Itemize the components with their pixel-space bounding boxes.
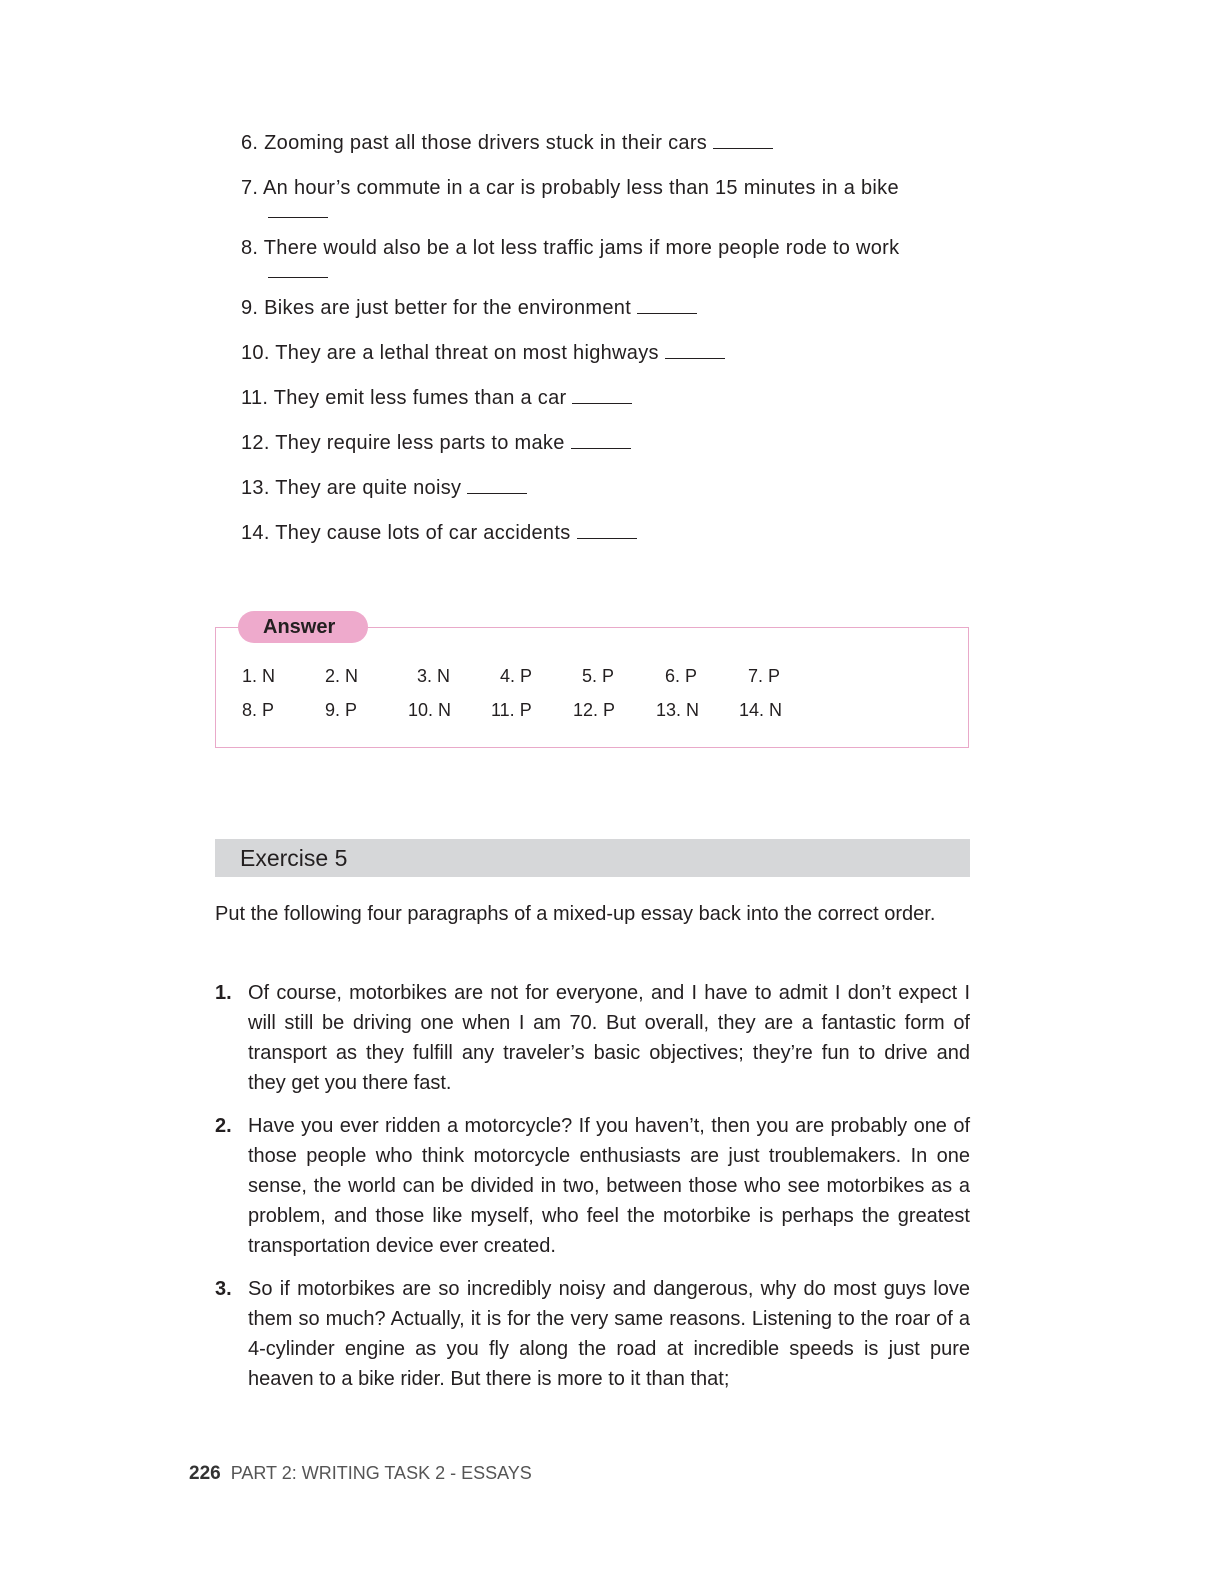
answer-label: Answer [238,611,368,643]
answer-box [215,627,969,748]
answer-blank[interactable] [571,430,631,449]
paragraph: 2. Have you ever ridden a motorcycle? If you haven’t, then you are probably one of those people who think motorcycle enthusiasts are just troublemakers. In one sense, the world can be divided in two, between those who see motorbikes as a problem, and those like myself, who feel the motorbike is perhaps the greatest transportation device ever created. [215,1115,970,1257]
statement-list [241,128,971,563]
essay-paragraphs [215,978,970,1407]
list-item: 6. Zooming past all those drivers stuck in their cars [241,128,971,158]
exercise-title: Exercise 5 [240,845,348,871]
page-footer [189,1463,532,1485]
section-title: PART 2: WRITING TASK 2 - ESSAYS [230,1463,532,1483]
answer-blank[interactable] [572,385,632,404]
list-item: 12. They require less parts to make [241,428,971,458]
list-item: 10. They are a lethal threat on most highways [241,338,971,368]
answer-blank[interactable] [467,475,527,494]
answer-blank[interactable] [577,520,637,539]
list-item: 7. An hour’s commute in a car is probably less than 15 minutes in a bike [241,173,971,218]
list-item: 13. They are quite noisy [241,473,971,503]
answer-blank[interactable] [665,340,725,359]
exercise-instructions: Put the following four paragraphs of a mixed-up essay back into the correct order. [215,903,936,925]
list-item: 9. Bikes are just better for the environment [241,293,971,323]
answer-blank[interactable] [713,130,773,149]
answer-blank[interactable] [268,263,328,278]
list-item: 8. There would also be a lot less traffic jams if more people rode to work [241,233,971,278]
page-number: 226 [189,1463,221,1484]
answer-blank[interactable] [637,295,697,314]
paragraph: 3. So if motorbikes are so incredibly noisy and dangerous, why do most guys love them so much? Actually, it is for the very same reasons. Listening to the roar of a 4-cylinder engine as you fly along the road at incredible speeds is just pure heaven to a bike rider. But there is more to it than that; [215,1278,970,1390]
answer-blank[interactable] [268,203,328,218]
list-item: 11. They emit less fumes than a car [241,383,971,413]
exercise-header [215,839,970,877]
paragraph: 1. Of course, motorbikes are not for everyone, and I have to admit I don’t expect I will still be driving one when I am 70. But overall, they are a fantastic form of transport as they fulfill any traveler’s basic objectives; they’re fun to drive and they get you there fast. [215,982,970,1094]
list-item: 14. They cause lots of car accidents [241,518,971,548]
